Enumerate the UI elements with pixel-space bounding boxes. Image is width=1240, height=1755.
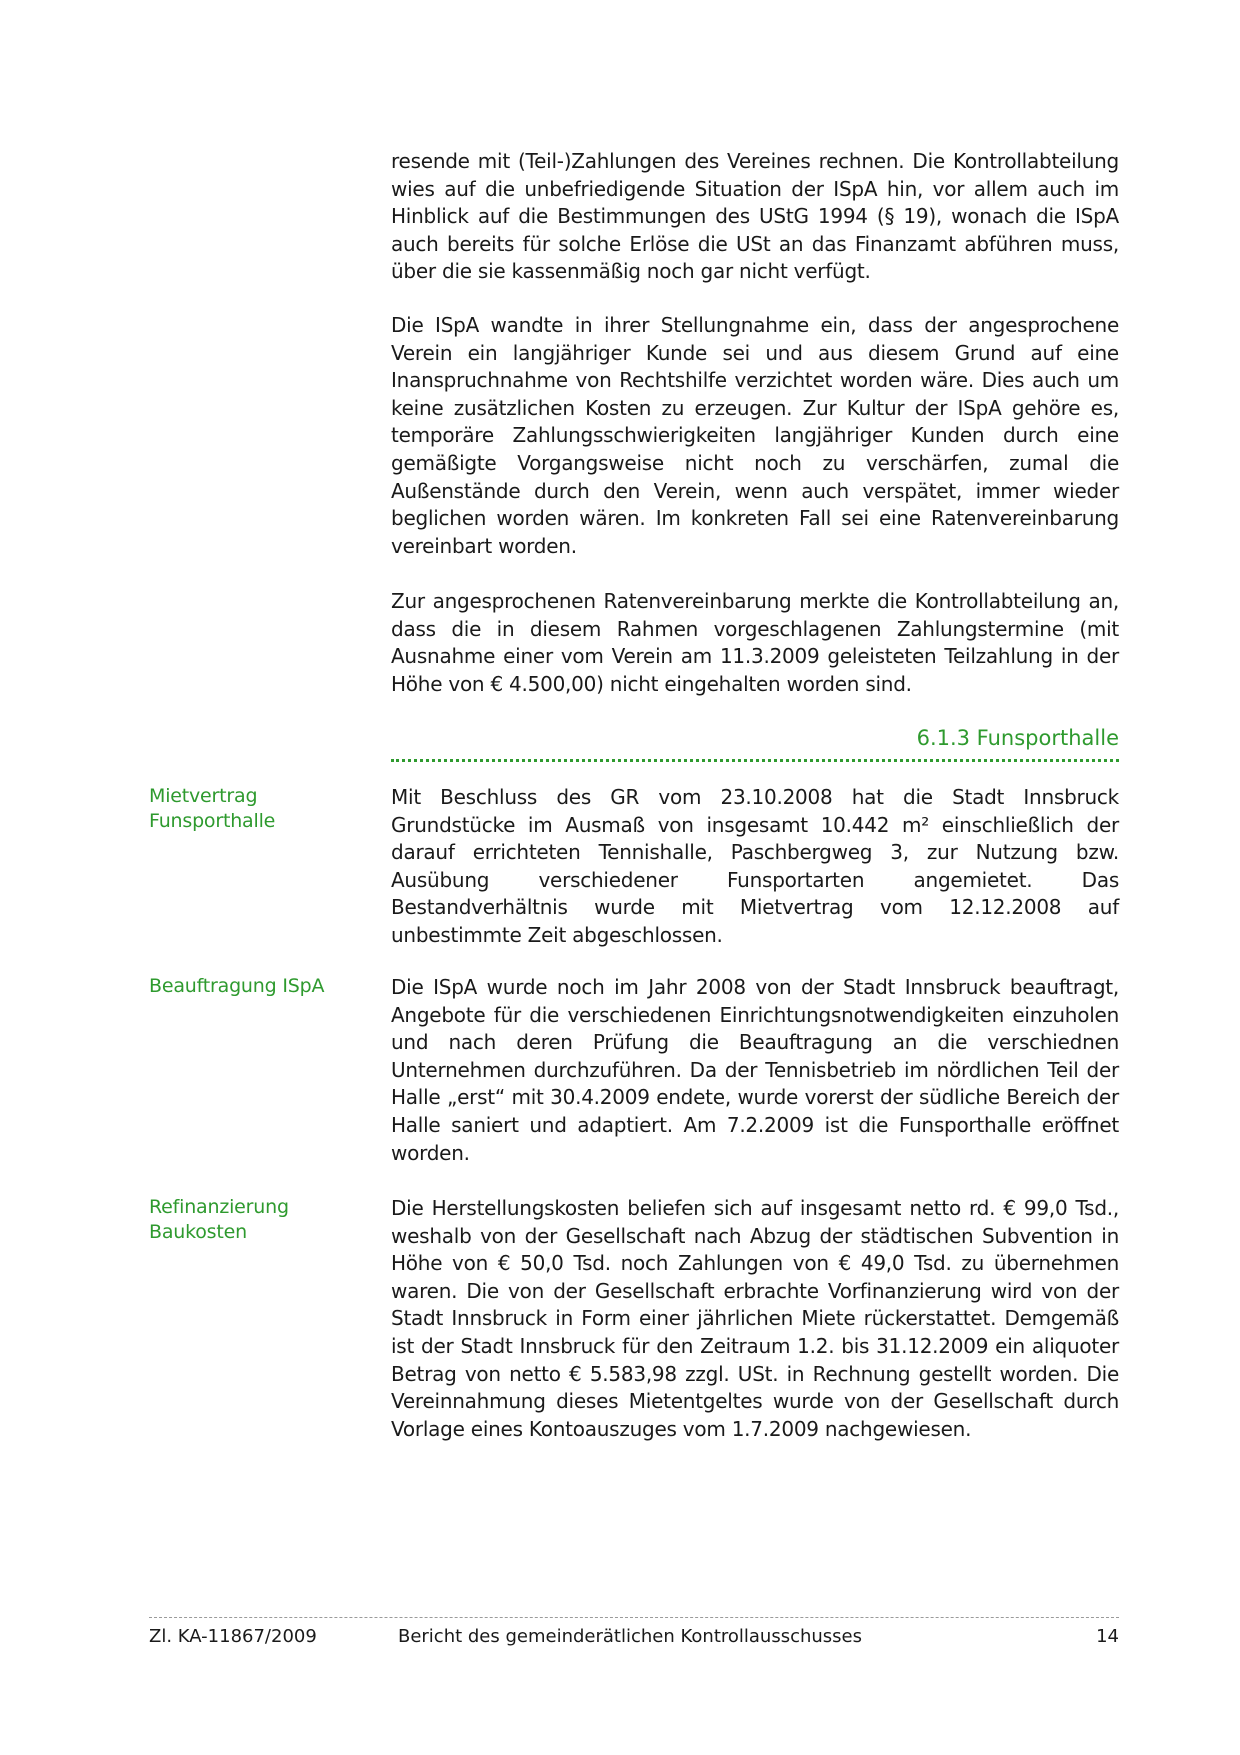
paragraph-text: Die ISpA wandte in ihrer Stellungnahme ein, dass der angesprochene Verein ein langjähriger Kunde sei und aus diesem Grund auf eine Inanspruchnahme von Rechtshilfe verzichtet worden wäre. Dies auch um keine zusätzlichen Kosten zu erzeugen. Zur Kultur der ISpA gehöre es, temporäre Zahlungsschwierigkeiten langjähriger Kunden durch eine gemäßigte Vorgangsweise nicht noch zu verschärfen, zumal die Außenstände durch den Verein, wenn auch verspätet, immer wieder beglichen worden wären. Im konkreten Fall sei eine Ratenvereinbarung vereinbart worden. (391, 313, 1119, 558)
margin-note-beauftragung (149, 974, 369, 999)
paragraph-5 (391, 974, 1119, 1167)
paragraph-text: Zur angesprochenen Ratenvereinbarung merkte die Kontrollabteilung an, dass die in diesem Rahmen vorgeschlagenen Zahlungstermine (mit Ausnahme einer vom Verein am 11.3.2009 geleisteten Teilzahlung in der Höhe von € 4.500,00) nicht eingehalten worden sind. (391, 589, 1119, 696)
footer-divider (149, 1617, 1119, 1618)
paragraph-3 (391, 588, 1119, 698)
margin-note-line: Funsporthalle (149, 810, 276, 832)
paragraph-4 (391, 784, 1119, 950)
paragraph-1 (391, 148, 1119, 286)
paragraph-2 (391, 312, 1119, 560)
paragraph-text: Die Herstellungskosten beliefen sich auf insgesamt netto rd. € 99,0 Tsd., weshalb von der Gesellschaft nach Abzug der städtischen Subvention in Höhe von € 50,0 Tsd. noch Zahlungen von € 49,0 Tsd. zu übernehmen waren. Die von der Gesellschaft erbrachte Vorfinanzierung wird von der Stadt Innsbruck in Form einer jährlichen Miete rückerstattet. Demgemäß ist der Stadt Innsbruck für den Zeitraum 1.2. bis 31.12.2009 ein aliquoter Betrag von netto € 5.583,98 zzgl. USt. in Rechnung gestellt worden. Die Vereinnahmung dieses Mietentgeltes wurde von der Gesellschaft durch Vorlage eines Kontoauszuges vom 1.7.2009 nachgewiesen. (391, 1196, 1119, 1441)
margin-note-line: Beauftragung ISpA (149, 975, 325, 997)
margin-note-line: Refinanzierung (149, 1196, 289, 1218)
margin-note-line: Baukosten (149, 1221, 247, 1243)
margin-note-refinanzierung (149, 1195, 369, 1245)
margin-note-mietvertrag (149, 784, 369, 834)
margin-note-line: Mietvertrag (149, 785, 258, 807)
paragraph-text: Die ISpA wurde noch im Jahr 2008 von der Stadt Innsbruck beauftragt, Angebote für die verschiedenen Einrichtungsnotwendigkeiten einzuholen und nach deren Prüfung die Beauftragung an die verschiednen Unternehmen durchzuführen. Da der Tennisbetrieb im nördlichen Teil der Halle „erst“ mit 30.4.2009 endete, wurde vorerst der südliche Bereich der Halle saniert und adaptiert. Am 7.2.2009 ist die Funsporthalle eröffnet worden. (391, 975, 1119, 1165)
heading-divider (391, 759, 1119, 762)
paragraph-text: resende mit (Teil-)Zahlungen des Vereines rechnen. Die Kontrollabteilung wies auf die unbefriedigende Situation der ISpA hin, vor allem auch im Hinblick auf die Bestimmungen des UStG 1994 (§ 19), wonach die ISpA auch bereits für solche Erlöse die USt an das Finanzamt abführen muss, über die sie kassenmäßig noch gar nicht verfügt. (391, 149, 1119, 284)
footer-reference: Zl. KA-11867/2009 (149, 1626, 317, 1647)
page-number: 14 (1096, 1626, 1119, 1647)
paragraph-text: Mit Beschluss des GR vom 23.10.2008 hat die Stadt Innsbruck Grundstücke im Ausmaß von insgesamt 10.442 m² einschließlich der darauf errichteten Tennishalle, Paschbergweg 3, zur Nutzung bzw. Ausübung verschiedener Funsportarten angemietet. Das Bestandverhältnis wurde mit Mietvertrag vom 12.12.2008 auf unbestimmte Zeit abgeschlossen. (391, 785, 1119, 947)
footer-title: Bericht des gemeinderätlichen Kontrollausschusses (397, 1626, 863, 1647)
section-heading: 6.1.3 Funsporthalle (916, 726, 1119, 750)
paragraph-6 (391, 1195, 1119, 1443)
